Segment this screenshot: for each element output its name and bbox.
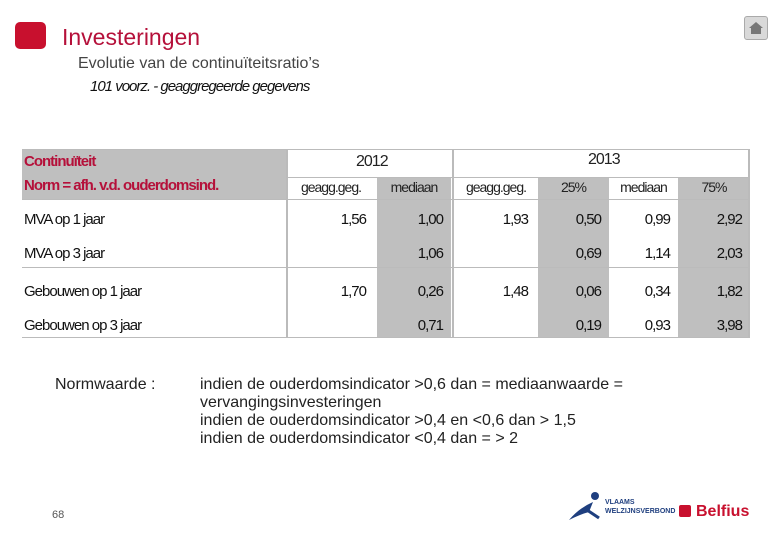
norm-line-1: indien de ouderdomsindicator >0,6 dan = mediaanwaarde = vervangingsinvesteringen xyxy=(200,376,623,411)
table-cell-m2012: 1,06 xyxy=(417,245,443,262)
vvsg-text xyxy=(605,498,675,516)
belfius-logo-icon xyxy=(679,505,691,517)
col-2012-aggr: geagg.geg. xyxy=(300,179,362,195)
table-cell-m2013: 0,93 xyxy=(644,317,670,334)
table-cell-p75: 1,82 xyxy=(716,283,742,300)
table-cell-p25: 0,69 xyxy=(575,245,601,262)
grid-top xyxy=(22,149,750,150)
table-cell-m2012: 0,26 xyxy=(417,283,443,300)
table-cell-m2012: 1,00 xyxy=(417,211,443,228)
grid-v-label xyxy=(286,149,288,338)
page-title: Investeringen xyxy=(62,24,201,50)
red-title-marker xyxy=(15,22,46,49)
table-cell-m2012: 0,71 xyxy=(417,317,443,334)
col-2013-p25: 25% xyxy=(560,179,587,195)
table-cell-a2012: 1,56 xyxy=(340,211,366,228)
page-subsubtitle: 101 voorz. - geaggregeerde gegevens xyxy=(90,78,310,95)
table-cell-a2012: 1,70 xyxy=(340,283,366,300)
table-cell-p25: 0,19 xyxy=(575,317,601,334)
col-2012-median: mediaan xyxy=(390,179,438,195)
page-number: 68 xyxy=(52,509,65,521)
vvsg-logo-icon xyxy=(565,490,605,531)
table-cell-m2013: 0,34 xyxy=(644,283,670,300)
table-cell-p75: 2,03 xyxy=(716,245,742,262)
norm-label: Normwaarde : xyxy=(55,376,156,393)
row-label: Gebouwen op 1 jaar xyxy=(24,283,142,300)
table-cell-p75: 2,92 xyxy=(716,211,742,228)
table-cell-m2013: 1,14 xyxy=(644,245,670,262)
home-button[interactable] xyxy=(744,16,768,40)
table-cell-a2013: 1,93 xyxy=(502,211,528,228)
table-cell-p25: 0,06 xyxy=(575,283,601,300)
grid-v-right xyxy=(748,149,750,338)
vvsg-line-2: WELZIJNSVERBOND xyxy=(605,508,676,515)
norm-text xyxy=(200,376,740,448)
row-label: Gebouwen op 3 jaar xyxy=(24,317,142,334)
vvsg-line-1: VLAAMS xyxy=(605,499,635,506)
header-norm: Norm = afh. v.d. ouderdomsind. xyxy=(24,177,219,194)
col-2013-median: mediaan xyxy=(620,179,667,195)
header-continuiteit: Continuïteit xyxy=(24,153,96,170)
year-2013: 2013 xyxy=(588,151,620,168)
year-2012: 2012 xyxy=(356,153,388,170)
grid-header-bottom xyxy=(22,199,750,200)
grid-v-year xyxy=(452,149,454,338)
grid-mid xyxy=(22,267,750,268)
page-subtitle: Evolutie van de continuïteitsratio’s xyxy=(78,55,320,72)
row-label: MVA op 3 jaar xyxy=(24,245,105,262)
row-label: MVA op 1 jaar xyxy=(24,211,105,228)
col-2013-aggr: geagg.geg. xyxy=(465,179,527,195)
grid-bottom xyxy=(22,337,750,338)
home-icon xyxy=(748,20,764,36)
norm-line-3: indien de ouderdomsindicator <0,4 dan = > 2 xyxy=(200,430,519,447)
table-cell-p75: 3,98 xyxy=(716,317,742,334)
table-cell-p25: 0,50 xyxy=(575,211,601,228)
grid-year-divider xyxy=(286,177,750,178)
col-2013-p75: 75% xyxy=(701,179,727,195)
belfius-logo-text: Belfius xyxy=(696,503,750,520)
table-cell-a2013: 1,48 xyxy=(502,283,528,300)
norm-line-2: indien de ouderdomsindicator >0,4 en <0,6 dan > 1,5 xyxy=(200,412,576,429)
table-cell-m2013: 0,99 xyxy=(644,211,670,228)
continuity-table xyxy=(22,149,750,338)
